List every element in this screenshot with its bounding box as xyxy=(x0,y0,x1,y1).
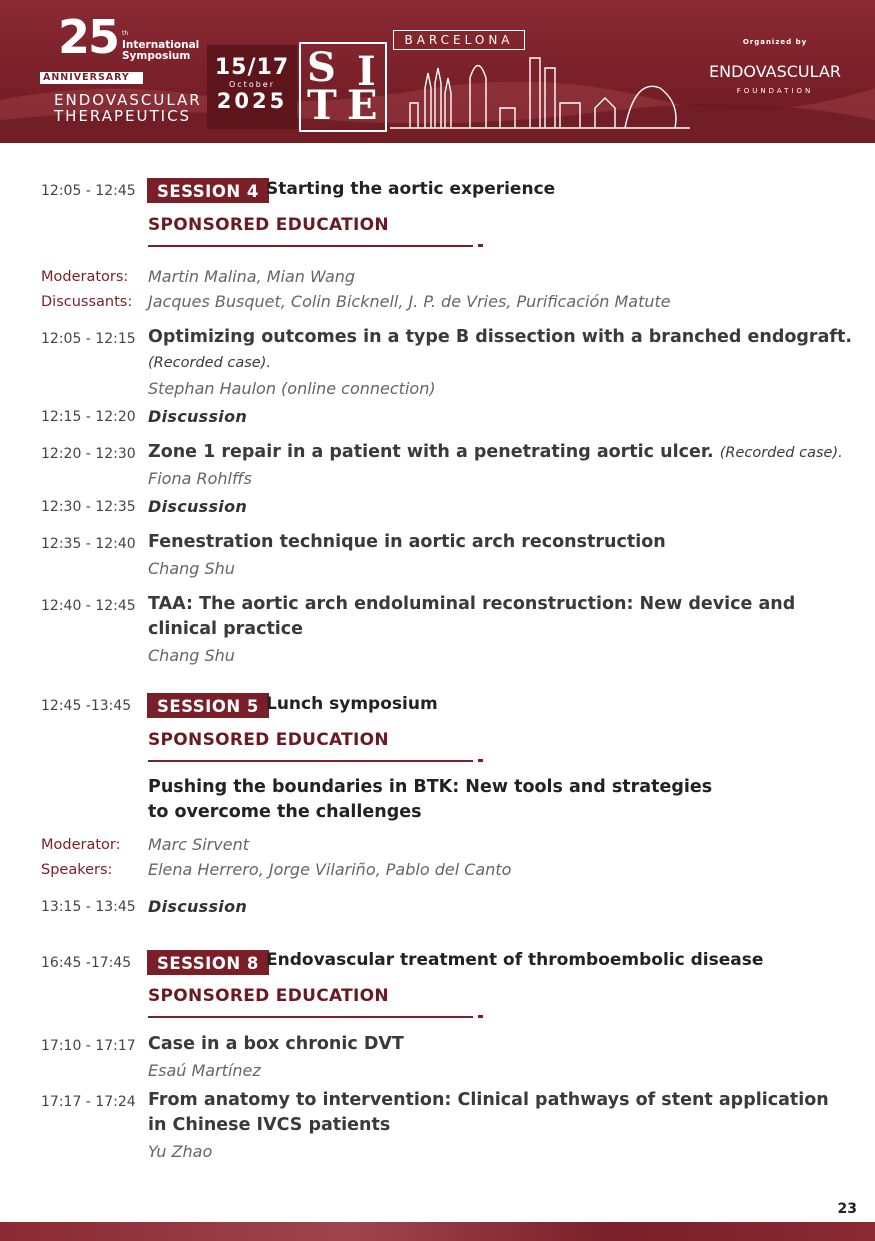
item-time: 12:40 - 12:45 xyxy=(41,598,136,614)
talk-speaker: Yu Zhao xyxy=(148,1142,213,1161)
session8-time: 16:45 -17:45 xyxy=(41,955,132,971)
session8-badge: SESSION 8 xyxy=(147,950,269,975)
city-label: BARCELONA xyxy=(393,30,525,50)
session5-subtitle-line2: to overcome the challenges xyxy=(148,802,422,822)
talk-speaker: Chang Shu xyxy=(148,559,235,578)
item-time: 17:10 - 17:17 xyxy=(41,1038,136,1054)
item-time: 12:20 - 12:30 xyxy=(41,446,136,462)
discussion-label: Discussion xyxy=(148,497,248,516)
discussants: Jacques Busquet, Colin Bicknell, J. P. de Vries, Purificación Matute xyxy=(148,292,671,311)
page-number: 23 xyxy=(837,1201,857,1217)
item-time: 12:35 - 12:40 xyxy=(41,536,136,552)
organizer-block xyxy=(700,38,850,95)
anniversary-suffix: th xyxy=(122,30,129,37)
talk-title-line2: clinical practice xyxy=(148,619,304,639)
session8-title: Endovascular treatment of thromboembolic disease xyxy=(266,950,764,970)
talk-title: Optimizing outcomes in a type B dissection with a branched endograft. xyxy=(148,327,852,347)
talk-title-line1: From anatomy to intervention: Clinical pathways of stent application xyxy=(148,1090,829,1110)
session8-divider-dot xyxy=(478,1015,483,1018)
endovascular-therapeutics-label: ENDOVASCULAR THERAPEUTICS xyxy=(54,91,202,125)
speakers-label: Speakers: xyxy=(41,862,113,878)
moderators: Martin Malina, Mian Wang xyxy=(148,267,356,286)
session4-badge: SESSION 4 xyxy=(147,178,269,203)
item-time: 17:17 - 17:24 xyxy=(41,1094,136,1110)
barcelona-skyline-icon xyxy=(390,48,690,130)
session5-sponsored: SPONSORED EDUCATION xyxy=(148,730,389,750)
session4-sponsored: SPONSORED EDUCATION xyxy=(148,215,389,235)
session4-divider-dot xyxy=(478,244,483,247)
session5-badge: SESSION 5 xyxy=(147,693,269,718)
speakers: Elena Herrero, Jorge Vilariño, Pablo del Canto xyxy=(148,860,512,879)
talk-speaker: Stephan Haulon (online connection) xyxy=(148,379,436,398)
session4-time: 12:05 - 12:45 xyxy=(41,183,136,199)
talk-title-line1: TAA: The aortic arch endoluminal reconstruction: New device and xyxy=(148,594,796,614)
session5-title: Lunch symposium xyxy=(266,694,438,714)
organized-by-label: Organized by xyxy=(742,38,808,46)
discussants-label: Discussants: xyxy=(41,294,133,310)
anniversary-label: ANNIVERSARY xyxy=(40,72,143,84)
page-header xyxy=(0,0,875,143)
event-days: 15/17 xyxy=(214,55,290,80)
talk-speaker: Chang Shu xyxy=(148,646,235,665)
footer-band xyxy=(0,1222,875,1241)
talk-title-line2: in Chinese IVCS patients xyxy=(148,1115,391,1135)
talk-title: Fenestration technique in aortic arch reconstruction xyxy=(148,532,666,552)
item-time: 13:15 - 13:45 xyxy=(41,899,136,915)
anniversary-number: 25 xyxy=(58,10,119,64)
event-year: 2025 xyxy=(216,89,288,113)
session4-divider xyxy=(148,245,473,247)
talk-title: Case in a box chronic DVT xyxy=(148,1034,404,1054)
moderator-label: Moderator: xyxy=(41,837,121,853)
session8-divider xyxy=(148,1016,473,1018)
session5-divider-dot xyxy=(478,759,483,762)
event-month: October xyxy=(228,80,275,89)
organizer-name: ENDOVASCULAR xyxy=(709,62,841,81)
talk-speaker: Esaú Martínez xyxy=(148,1061,261,1080)
item-time: 12:15 - 12:20 xyxy=(41,409,136,425)
talk-note: (Recorded case). xyxy=(148,355,271,371)
session8-sponsored: SPONSORED EDUCATION xyxy=(148,986,389,1006)
session5-divider xyxy=(148,760,473,762)
symposium-label: International Symposium xyxy=(122,39,200,62)
event-dates xyxy=(207,45,297,129)
item-time: 12:30 - 12:35 xyxy=(41,499,136,515)
moderators-label: Moderators: xyxy=(41,269,129,285)
session5-subtitle-line1: Pushing the boundaries in BTK: New tools and strategies xyxy=(148,777,713,797)
item-time: 12:05 - 12:15 xyxy=(41,331,136,347)
site-logo: S I T E xyxy=(299,42,387,132)
talk-speaker: Fiona Rohlffs xyxy=(148,469,252,488)
session5-time: 12:45 -13:45 xyxy=(41,698,132,714)
moderator: Marc Sirvent xyxy=(148,835,249,854)
anniversary-logo xyxy=(40,10,205,129)
session4-title: Starting the aortic experience xyxy=(266,179,556,199)
talk-title: Zone 1 repair in a patient with a penetrating aortic ulcer. (Recorded case). xyxy=(148,442,843,462)
organizer-foundation: FOUNDATION xyxy=(736,87,814,95)
discussion-label: Discussion xyxy=(148,897,248,916)
discussion-label: Discussion xyxy=(148,407,248,426)
